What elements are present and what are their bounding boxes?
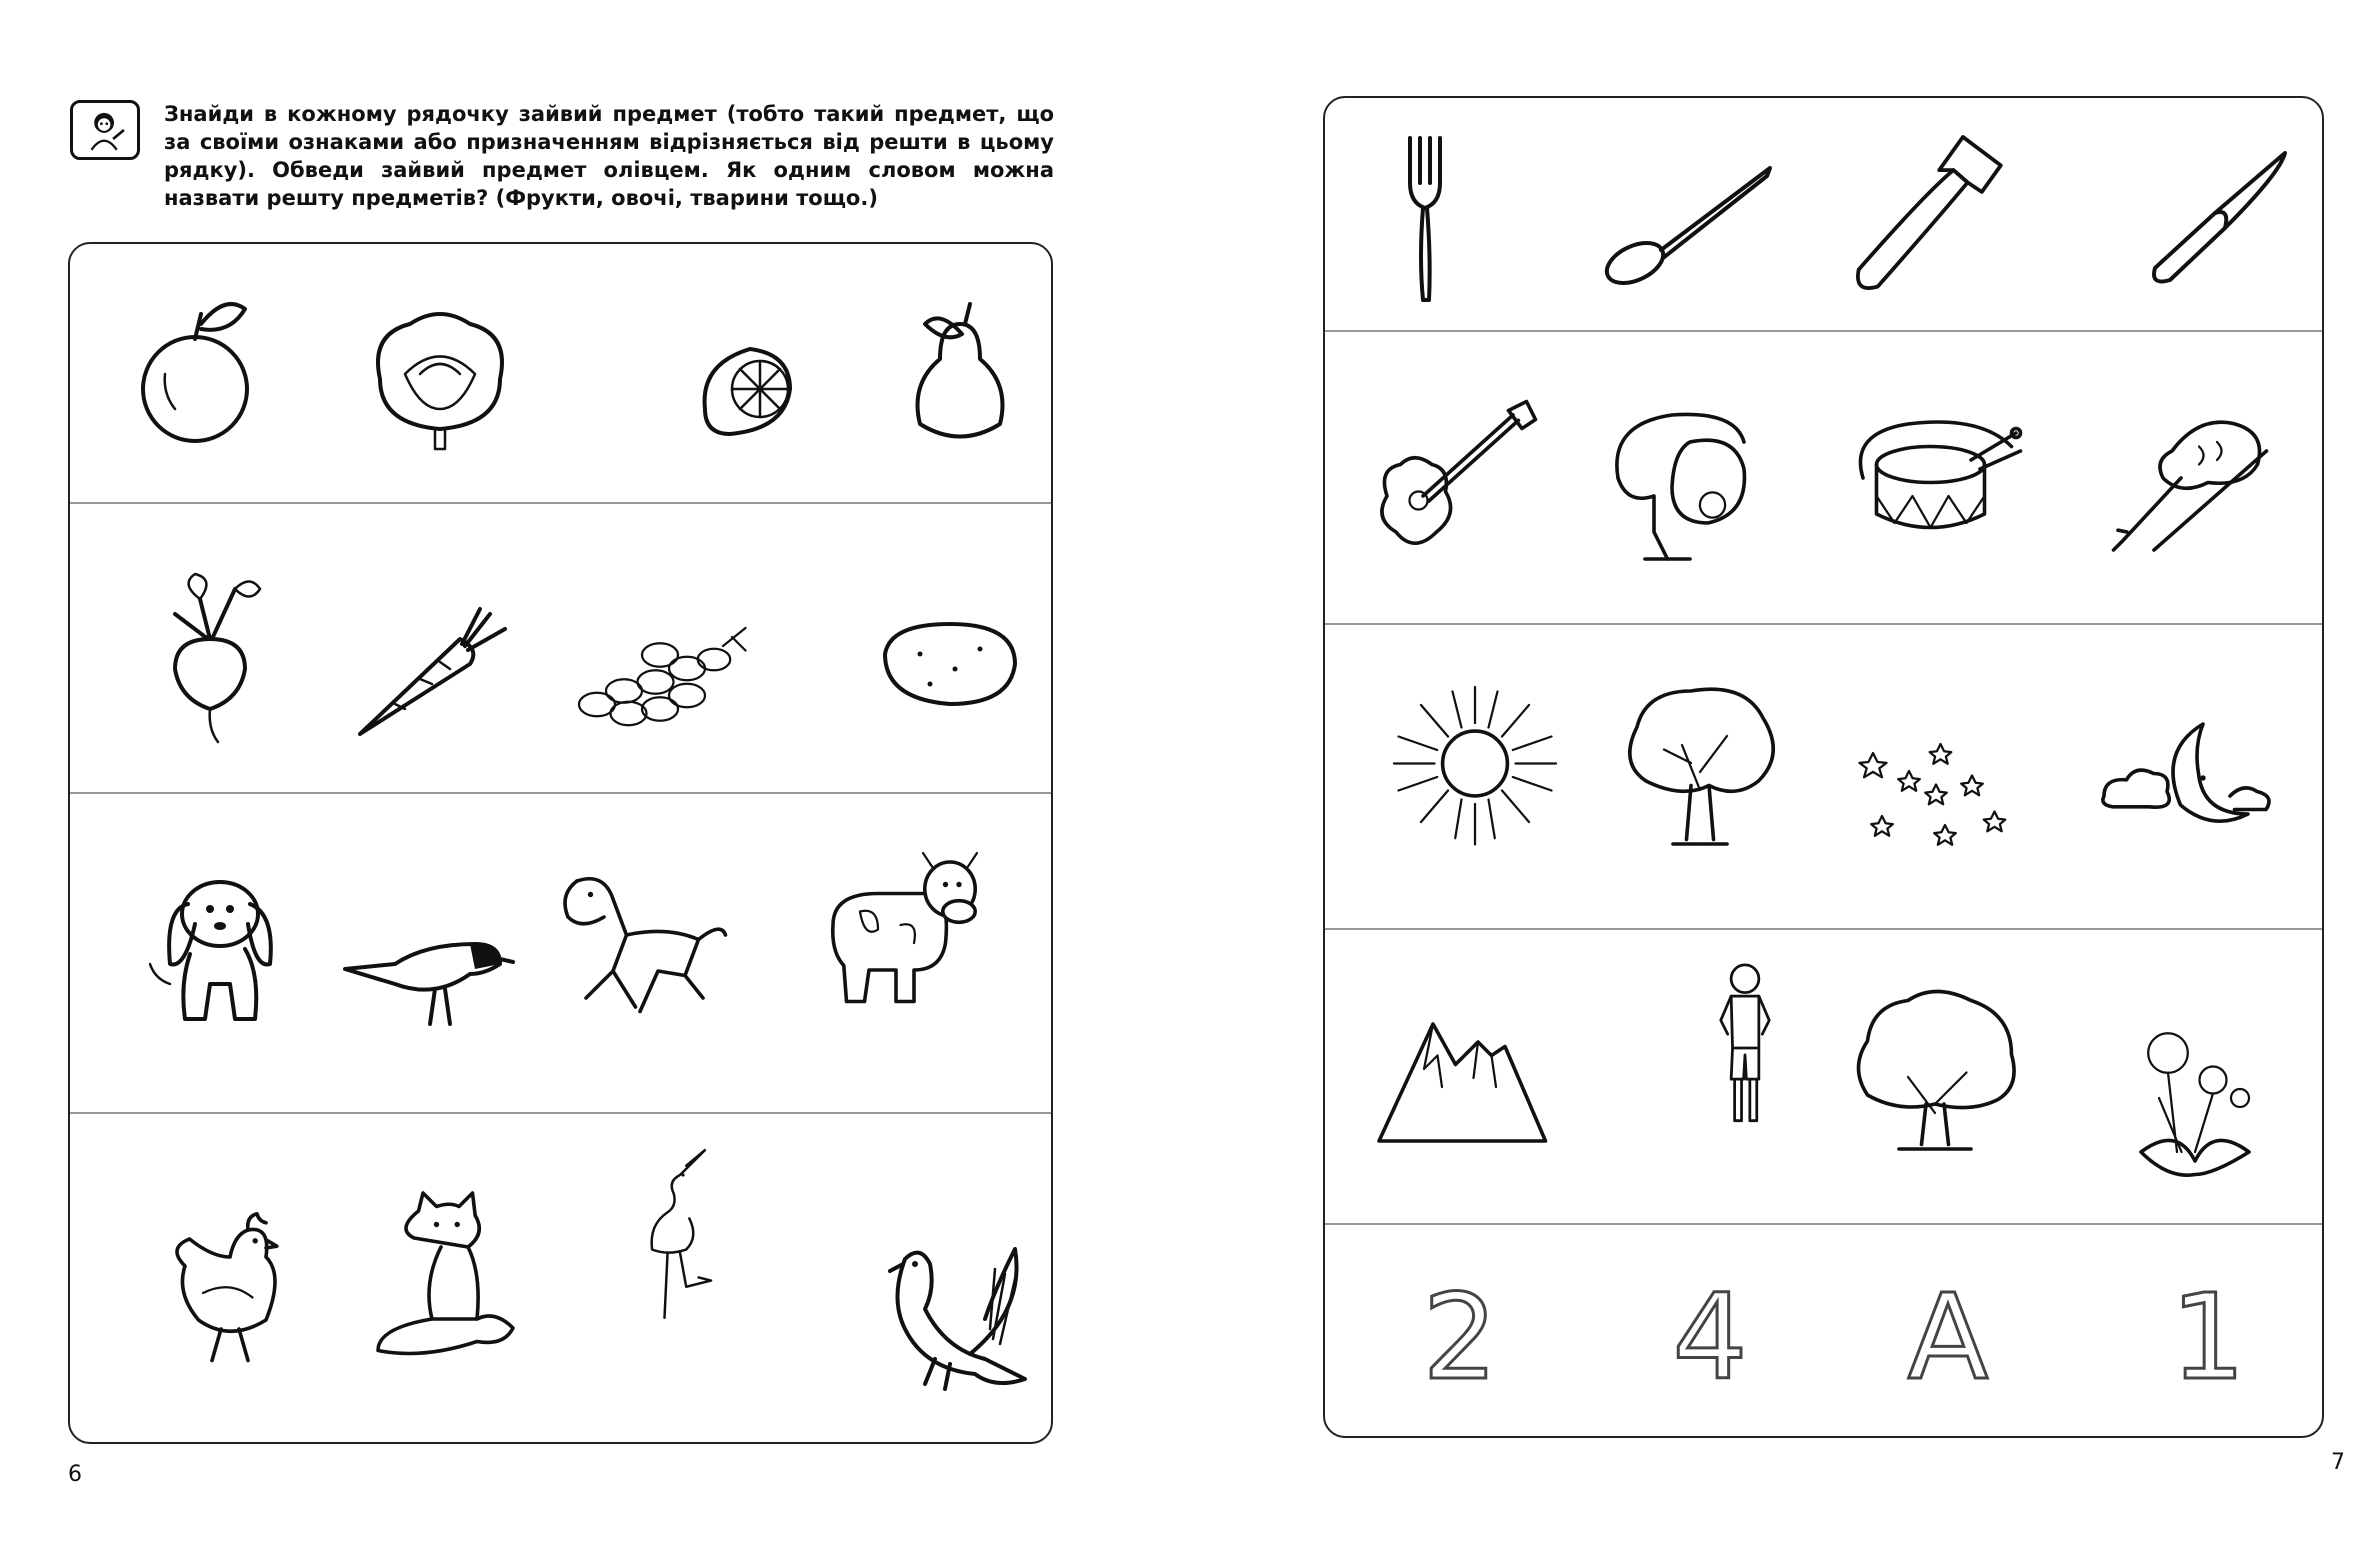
mountain-icon[interactable] <box>1370 988 1550 1168</box>
drum-icon[interactable] <box>1845 388 2025 568</box>
row-divider <box>1325 623 2322 625</box>
child-drawing-icon <box>70 100 140 160</box>
guitar-icon[interactable] <box>1360 388 1540 568</box>
right-exercise-panel <box>1323 96 2324 1438</box>
tree-icon[interactable] <box>1610 673 1790 853</box>
lemon-icon[interactable] <box>650 294 830 474</box>
pigeon-icon[interactable] <box>865 1224 1045 1404</box>
row-divider <box>1325 1223 2322 1225</box>
page-number: 7 <box>2331 1450 2345 1475</box>
axe-icon[interactable] <box>1835 118 2015 298</box>
bush-icon[interactable] <box>1845 978 2025 1158</box>
cow-icon[interactable] <box>815 844 995 1024</box>
fox-icon[interactable] <box>360 1184 540 1364</box>
fork-icon[interactable] <box>1335 128 1515 308</box>
dandelion-icon[interactable] <box>2105 1008 2285 1188</box>
row-divider <box>70 502 1051 504</box>
vacuum-cleaner-icon[interactable] <box>1600 388 1780 568</box>
page-number: 6 <box>68 1462 82 1487</box>
apple-icon[interactable] <box>105 284 285 464</box>
row-divider <box>70 1112 1051 1114</box>
bird-icon[interactable] <box>335 884 515 1064</box>
potato-icon[interactable] <box>860 574 1040 754</box>
row-divider <box>70 792 1051 794</box>
grapes-icon[interactable] <box>570 574 750 754</box>
digit-one[interactable]: 1 <box>2170 1268 2246 1406</box>
left-exercise-panel <box>68 242 1053 1444</box>
row-divider <box>1325 330 2322 332</box>
moon-icon[interactable] <box>2095 688 2275 868</box>
letter-a[interactable]: A <box>1907 1268 1989 1406</box>
heron-icon[interactable] <box>590 1144 770 1324</box>
right-page <box>1181 0 2362 1542</box>
sun-icon[interactable] <box>1385 678 1565 858</box>
boy-icon[interactable] <box>1655 958 1835 1138</box>
knife-icon[interactable] <box>2115 128 2295 308</box>
digit-two[interactable]: 2 <box>1422 1268 1498 1406</box>
row-divider <box>1325 928 2322 930</box>
carrot-icon[interactable] <box>340 574 520 754</box>
pear-icon[interactable] <box>870 284 1050 464</box>
stars-icon[interactable] <box>1855 708 2035 888</box>
task-instruction: Знайди в кожному рядочку зайвий предмет (тобто такий предмет, що за своїми ознаками або призначенням відрізняється від решти в цьому рядку). Обведи зайвий предмет олівцем. Як одним словом можна назвати решту предметів? (Фрукти, овочі, тварини тощо.) <box>164 102 1054 210</box>
spoon-icon[interactable] <box>1595 128 1775 308</box>
violin-icon[interactable] <box>2100 388 2280 568</box>
beet-icon[interactable] <box>120 564 300 744</box>
digit-four[interactable]: 4 <box>1672 1268 1748 1406</box>
cabbage-icon[interactable] <box>350 284 530 464</box>
dog-icon[interactable] <box>110 854 290 1034</box>
horse-icon[interactable] <box>550 854 730 1034</box>
hen-icon[interactable] <box>140 1194 320 1374</box>
